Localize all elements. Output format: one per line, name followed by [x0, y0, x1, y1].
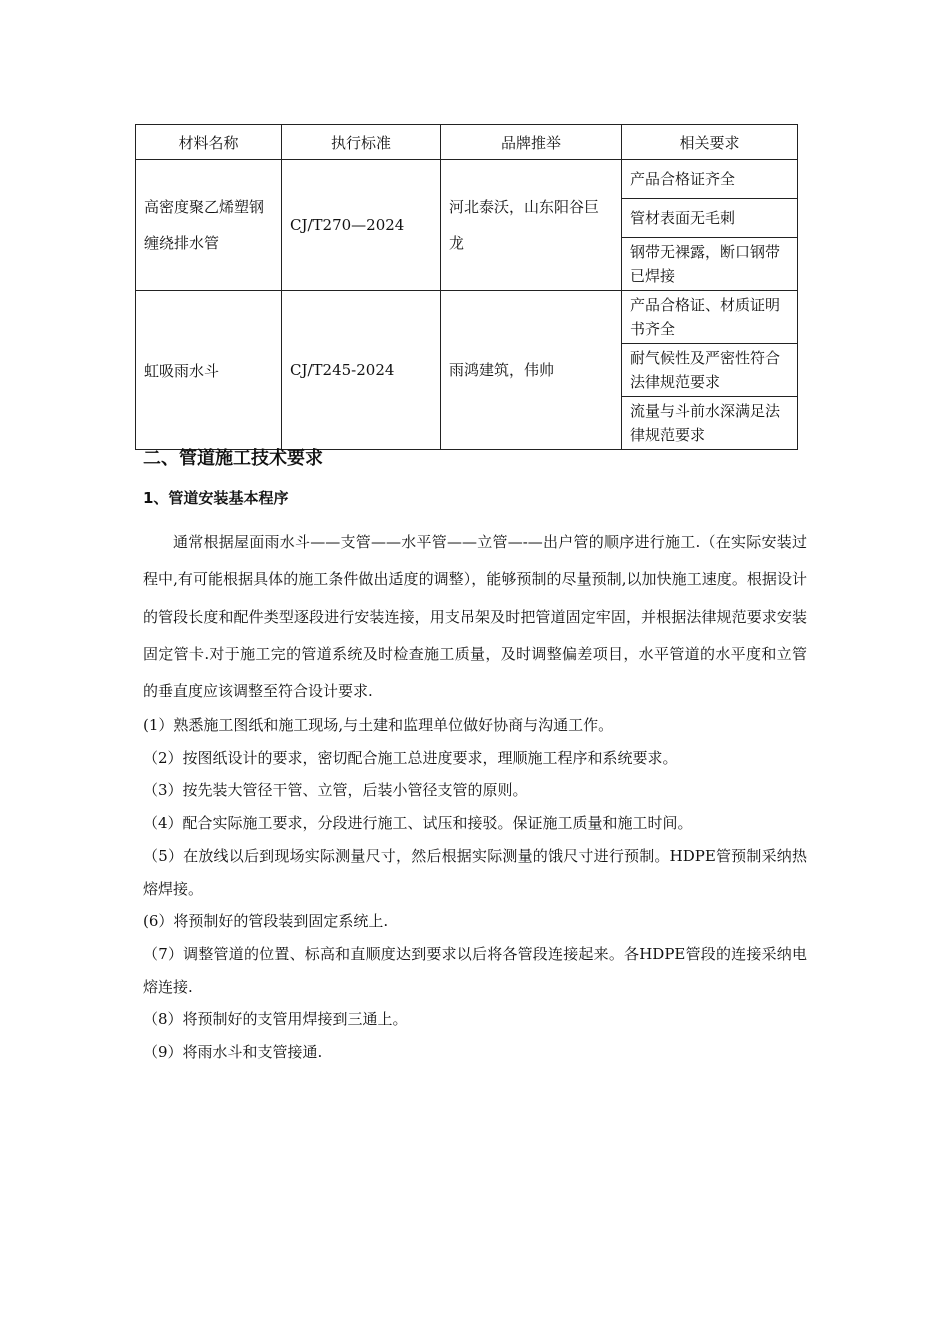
- brand-cell: 雨鸿建筑，伟帅: [441, 291, 622, 450]
- procedure-steps-list: [143, 709, 807, 1069]
- procedure-step: （4）配合实际施工要求，分段进行施工、试压和接驳。保证施工质量和施工时间。: [143, 814, 693, 833]
- procedure-step: (1）熟悉施工图纸和施工现场,与土建和监理单位做好协商与沟通工作。: [143, 716, 614, 734]
- header-standard: 执行标准: [282, 125, 441, 160]
- procedure-step: （9）将雨水斗和支管接通.: [143, 1043, 323, 1062]
- intro-paragraph: 通常根据屋面雨水斗——支管——水平管——立管—-—出户管的顺序进行施工.（在实际安装过程中,有可能根据具体的施工条件做出适度的调整），能够预制的尽量预制,以加快施工速度。根据设计的管段长度和配件类型逐段进行安装连接，用支吊架及时把管道固定牢固，并根据法律规范要求安装固定管卡.对于施工完的管道系统及时检查施工质量，及时调整偏差项目，水平管道的水平度和立管的垂直度应该调整至符合设计要求.: [143, 533, 807, 701]
- table-row: [136, 160, 798, 199]
- section-title: 二、管道施工技术要求: [143, 448, 323, 469]
- header-brand: 品牌推举: [441, 125, 622, 160]
- standard-cell: CJ/T245-2024: [282, 291, 441, 450]
- material-name-cell: 虹吸雨水斗: [136, 291, 282, 450]
- brand-cell: 河北泰沃，山东阳谷巨龙: [441, 160, 622, 291]
- header-requirements: 相关要求: [622, 125, 798, 160]
- material-name-cell: 高密度聚乙烯塑钢缠绕排水管: [136, 160, 282, 291]
- requirement-cell: 耐气候性及严密性符合法律规范要求: [622, 344, 798, 397]
- requirement-cell: 流量与斗前水深满足法律规范要求: [622, 397, 798, 450]
- header-material-name: 材料名称: [136, 125, 282, 160]
- procedure-step: （2）按图纸设计的要求，密切配合施工总进度要求，理顺施工程序和系统要求。: [143, 748, 678, 767]
- procedure-step: （8）将预制好的支管用焊接到三通上。: [143, 1010, 408, 1029]
- requirement-cell: 产品合格证、材质证明书齐全: [622, 291, 798, 344]
- requirement-cell: 钢带无裸露，断口钢带已焊接: [622, 238, 798, 291]
- table-header-row: [136, 125, 798, 160]
- procedure-step: （3）按先装大管径干管、立管，后装小管径支管的原则。: [143, 781, 528, 800]
- table-row: [136, 291, 798, 344]
- procedure-step: (6）将预制好的管段装到固定系统上.: [143, 912, 389, 931]
- requirement-cell: 产品合格证齐全: [622, 160, 798, 199]
- subsection-title: 1、管道安装基本程序: [143, 489, 289, 507]
- materials-table: [135, 124, 798, 450]
- procedure-step: （7）调整管道的位置、标高和直顺度达到要求以后将各管段连接起来。各HDPE管段的连接采纳电熔连接.: [143, 944, 807, 996]
- procedure-step: （5）在放线以后到现场实际测量尺寸，然后根据实际测量的饿尺寸进行预制。HDPE管预制采纳热熔焊接。: [143, 846, 807, 898]
- standard-cell: CJ/T270—2024: [282, 160, 441, 291]
- requirement-cell: 管材表面无毛刺: [622, 199, 798, 238]
